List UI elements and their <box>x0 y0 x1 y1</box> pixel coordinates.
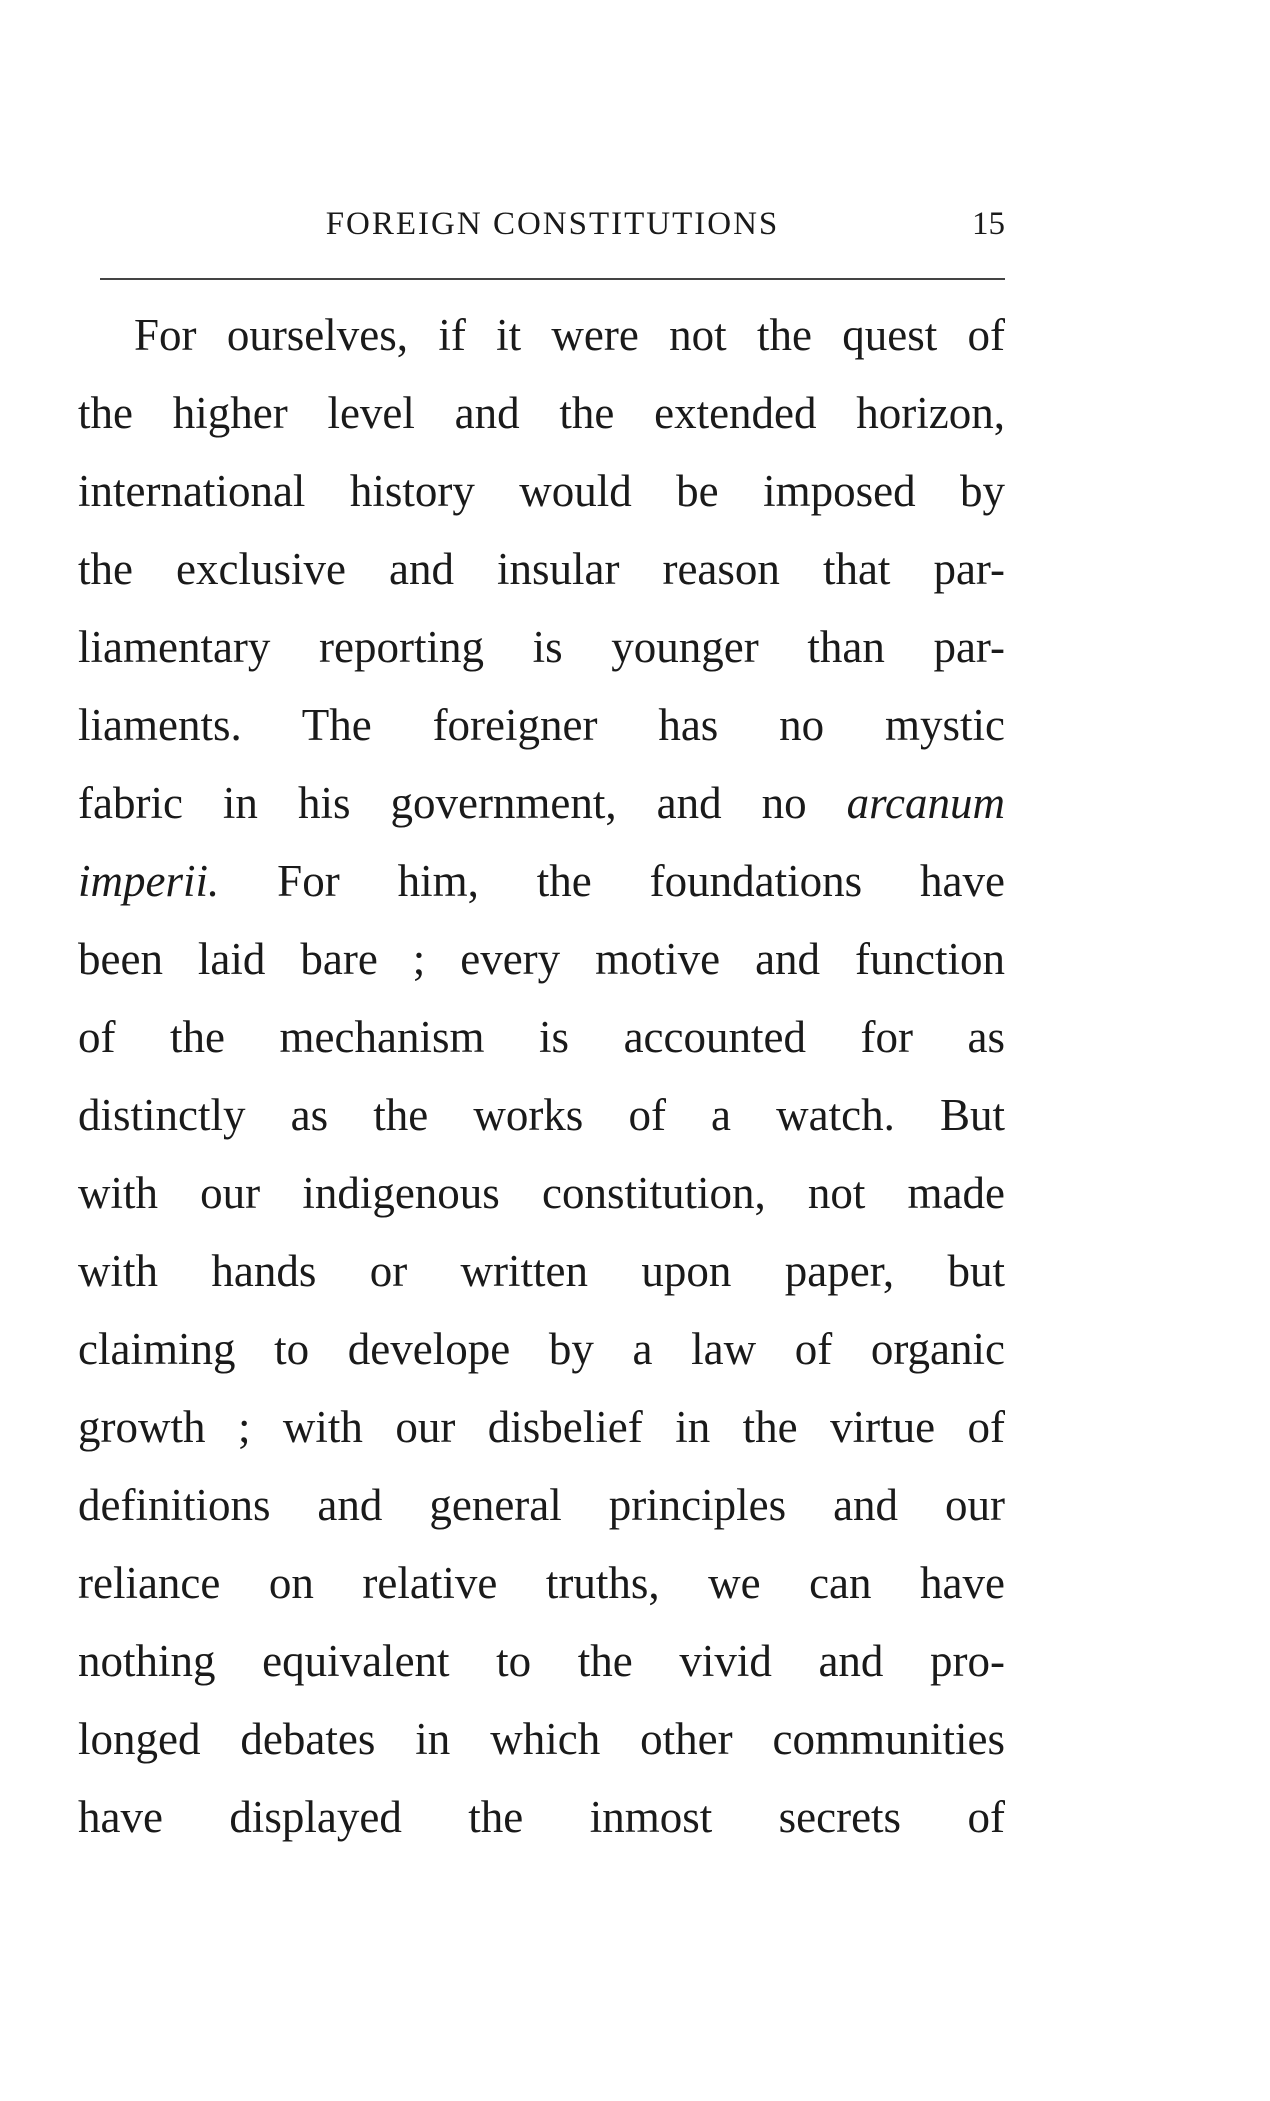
text-line: been laid bare ; every motive and function <box>78 934 1005 984</box>
body-text <box>78 296 1005 1856</box>
running-title: FOREIGN CONSTITUTIONS <box>325 206 780 242</box>
text-line <box>78 764 1005 842</box>
text-line: liaments. The foreigner has no mystic <box>78 700 1005 750</box>
text-line: definitions and general principles and our <box>78 1480 1005 1530</box>
text-line: longed debates in which other communities <box>78 1714 1005 1764</box>
text-line: reliance on relative truths, we can have <box>78 1558 1005 1608</box>
text-line: liamentary reporting is younger than par- <box>78 622 1005 672</box>
text-run: fabric in his government, and no <box>78 778 847 828</box>
text-line: with hands or written upon paper, but <box>78 1246 1005 1296</box>
header-rule <box>100 278 1005 280</box>
text-run: For him, the foundations have <box>219 856 1005 906</box>
text-line: growth ; with our disbelief in the virtue of <box>78 1402 1005 1452</box>
text-line: nothing equivalent to the vivid and pro- <box>78 1636 1005 1686</box>
text-line: claiming to develope by a law of organic <box>78 1324 1005 1374</box>
text-line <box>78 842 1005 920</box>
text-line: the higher level and the extended horizon, <box>78 388 1005 438</box>
italic-term: arcanum <box>846 778 1005 828</box>
text-line: of the mechanism is accounted for as <box>78 1012 1005 1062</box>
page-number: 15 <box>972 206 1005 242</box>
text-line: distinctly as the works of a watch. But <box>78 1090 1005 1140</box>
text-line: have displayed the inmost secrets of <box>78 1792 1005 1842</box>
text-line: international history would be imposed by <box>78 466 1005 516</box>
text-line: the exclusive and insular reason that par- <box>78 544 1005 594</box>
text-line: with our indigenous constitution, not made <box>78 1168 1005 1218</box>
text-line: For ourselves, if it were not the quest of <box>134 310 1005 360</box>
italic-term: imperii. <box>78 856 220 906</box>
running-head <box>100 200 1005 248</box>
